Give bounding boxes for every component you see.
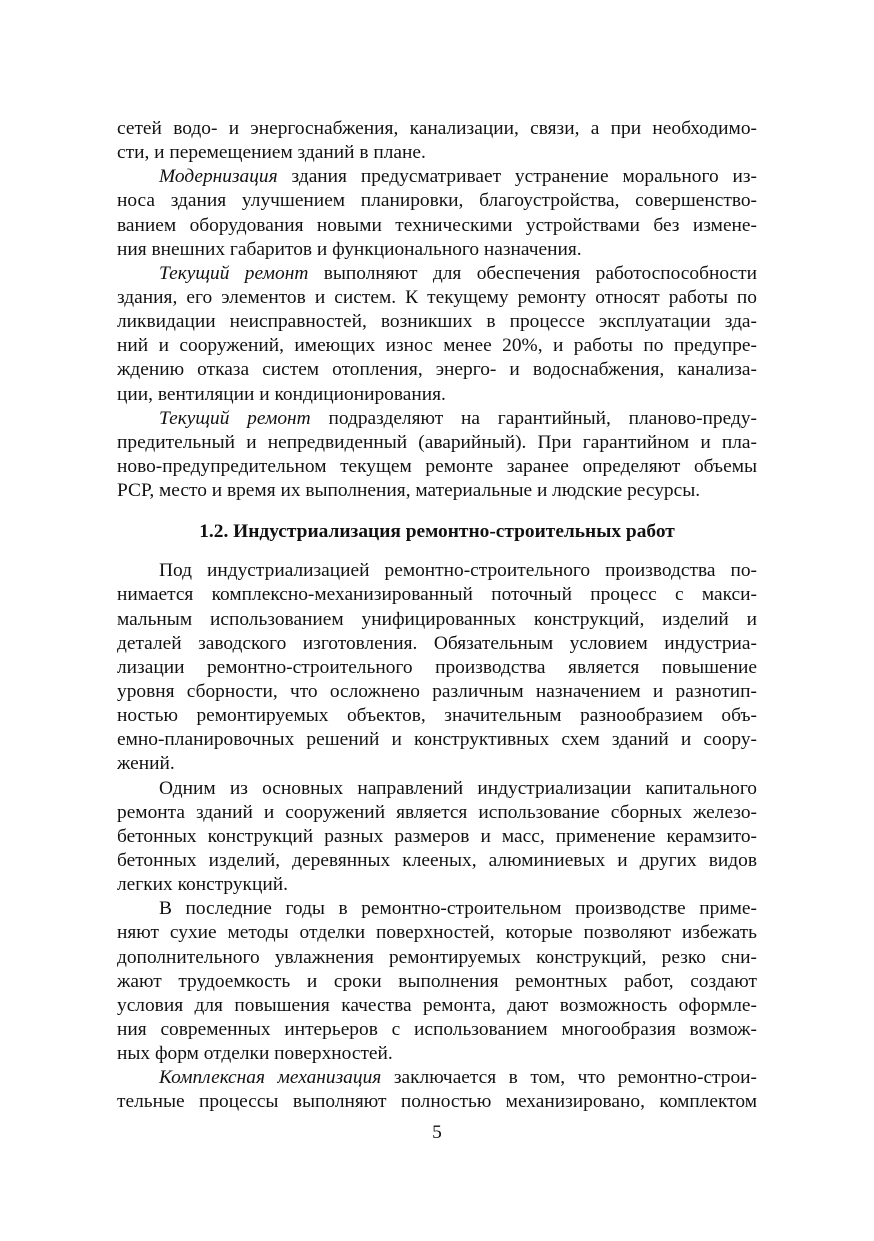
text-line bbox=[117, 407, 757, 431]
text-line: ния современных интерьеров с использованием многообразия возмож- bbox=[117, 1018, 757, 1040]
text-line: лизации ремонтно-строительного производства является повышение bbox=[117, 656, 757, 678]
text-line: ванием оборудования новыми техническими устройствами без измене- bbox=[117, 214, 757, 236]
text-line: РСР, место и время их выполнения, материальные и людские ресурсы. bbox=[117, 480, 701, 502]
term-modernization: Модернизация bbox=[159, 166, 278, 188]
term-current-repair: Текущий ремонт bbox=[159, 262, 309, 284]
text-line: ции, вентиляции и кондиционирования. bbox=[117, 383, 446, 405]
page-number: 5 bbox=[432, 1122, 442, 1143]
term-current-repair: Текущий ремонт bbox=[159, 407, 311, 429]
body-text bbox=[117, 117, 757, 1114]
text-fragment: заключается в том, что ремонтно-строи- bbox=[381, 1067, 757, 1089]
text-line: няют сухие методы отделки поверхностей, которые позволяют избежать bbox=[117, 922, 757, 944]
paragraph-8 bbox=[117, 1066, 757, 1114]
text-line: жают трудоемкость и сроки выполнения ремонтных работ, создают bbox=[117, 970, 757, 992]
text-line: сетей водо- и энергоснабжения, канализации, связи, а при необходимо- bbox=[117, 118, 757, 139]
paragraph-7 bbox=[117, 897, 757, 1066]
text-line: ремонта зданий и сооружений является использование сборных железо- bbox=[117, 801, 757, 823]
text-line: бетонных конструкций разных размеров и масс, применение керамзито- bbox=[117, 825, 757, 847]
text-line: сти, и перемещением зданий в плане. bbox=[117, 142, 426, 164]
text-line bbox=[117, 165, 757, 189]
text-line: деталей заводского изготовления. Обязательным условием индустриа- bbox=[117, 632, 757, 654]
text-line: В последние годы в ремонтно-строительном производстве приме- bbox=[159, 898, 757, 920]
text-line: здания, его элементов и систем. К текущему ремонту относят работы по bbox=[117, 286, 757, 308]
text-line: Под индустриализацией ремонтно-строительного производства по- bbox=[159, 560, 757, 582]
text-fragment: подразделяют на гарантийный, планово-преду- bbox=[310, 407, 757, 429]
paragraph-3 bbox=[117, 262, 757, 407]
text-line: легких конструкций. bbox=[117, 874, 288, 896]
paragraph-1 bbox=[117, 117, 757, 165]
spacer bbox=[117, 503, 757, 519]
text-line: условия для повышения качества ремонта, дают возможность оформле- bbox=[117, 994, 757, 1016]
term-complex-mechanization: Комплексная механизация bbox=[159, 1067, 382, 1089]
text-line: ликвидации неисправностей, возникших в процессе эксплуатации зда- bbox=[117, 311, 757, 333]
paragraph-4 bbox=[117, 407, 757, 504]
text-line: дополнительного увлажнения ремонтируемых конструкций, резко сни- bbox=[117, 946, 757, 968]
spacer bbox=[117, 545, 757, 559]
text-line bbox=[117, 262, 757, 286]
text-line: ных форм отделки поверхностей. bbox=[117, 1043, 393, 1065]
text-line: уровня сборности, что осложнено различным назначением и разнотип- bbox=[117, 680, 757, 702]
text-line: бетонных изделий, деревянных клееных, алюминиевых и других видов bbox=[117, 849, 757, 871]
text-fragment: здания предусматривает устранение морального из- bbox=[277, 166, 757, 188]
text-line: предительный и непредвиденный (аварийный). При гарантийном и пла- bbox=[117, 431, 757, 453]
text-fragment: выполняют для обеспечения работоспособности bbox=[308, 262, 757, 284]
text-line: емно-планировочных решений и конструктивных схем зданий и соору- bbox=[117, 729, 757, 751]
text-line: ния внешних габаритов и функционального назначения. bbox=[117, 238, 582, 260]
text-line: ждению отказа систем отопления, энерго- и водоснабжения, канализа- bbox=[117, 359, 757, 381]
text-line: Одним из основных направлений индустриализации капитального bbox=[159, 777, 757, 799]
paragraph-2 bbox=[117, 165, 757, 262]
text-line: ново-предупредительном текущем ремонте заранее определяют объемы bbox=[117, 455, 757, 477]
text-line: мальным использованием унифицированных конструкций, изделий и bbox=[117, 608, 757, 630]
section-heading: 1.2. Индустриализация ремонтно-строительных работ bbox=[199, 521, 675, 543]
text-line bbox=[117, 1066, 757, 1090]
text-line: ний и сооружений, имеющих износ менее 20%, и работы по предупре- bbox=[117, 335, 757, 357]
paragraph-5 bbox=[117, 559, 757, 776]
text-line: ностью ремонтируемых объектов, значительным разнообразием объ- bbox=[117, 705, 757, 727]
text-line: нимается комплексно-механизированный поточный процесс с макси- bbox=[117, 584, 757, 606]
text-line: тельные процессы выполняют полностью механизировано, комплектом bbox=[117, 1091, 757, 1113]
paragraph-6 bbox=[117, 777, 757, 898]
text-line: носа здания улучшением планировки, благоустройства, совершенство- bbox=[117, 190, 757, 212]
text-line: жений. bbox=[117, 753, 175, 775]
